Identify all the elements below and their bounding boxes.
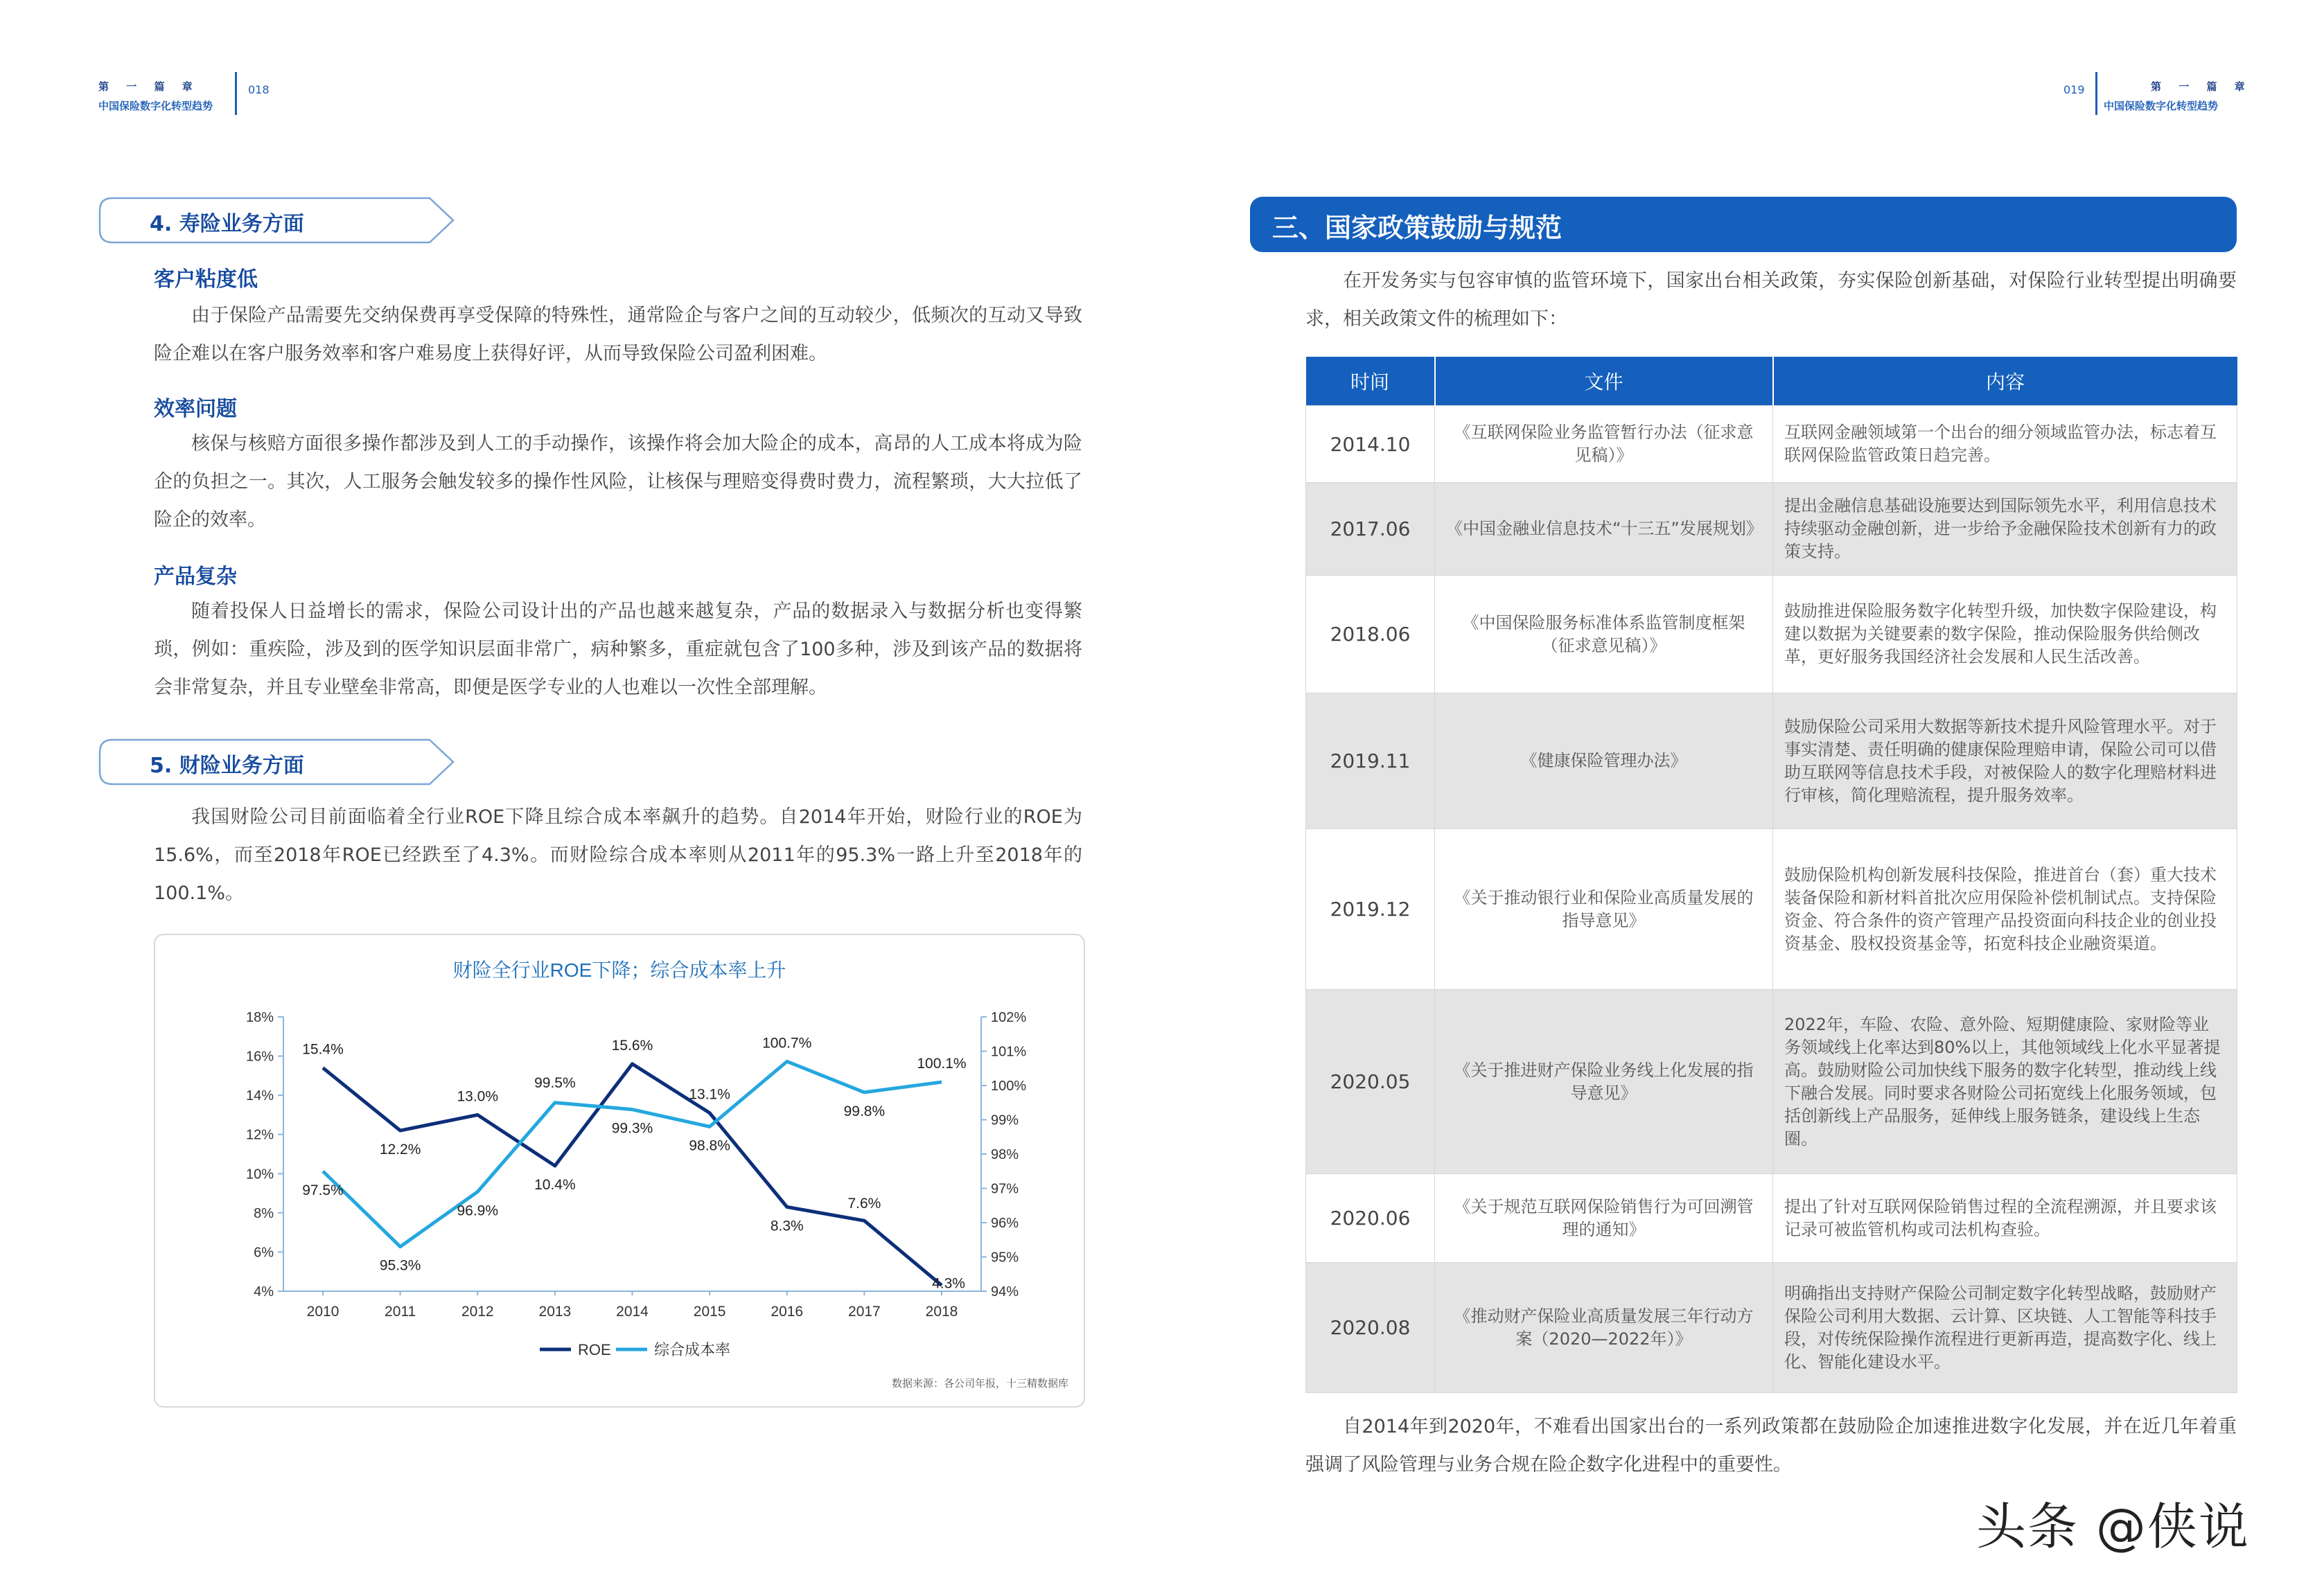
cost-ratio-data-label: 95.3% <box>379 1257 421 1274</box>
cell-document: 《中国金融业信息技术“十三五”发展规划》 <box>1435 483 1773 576</box>
table-row <box>1306 1263 2237 1393</box>
table-row <box>1306 406 2237 483</box>
heading-customer-stickiness: 客户粘度低 <box>154 267 258 292</box>
y-right-tick-label: 101% <box>991 1044 1027 1060</box>
y-left-tick-label: 14% <box>245 1088 274 1104</box>
policy-table <box>1305 357 2237 1393</box>
cell-time: 2020.08 <box>1306 1263 1435 1393</box>
cell-content: 鼓励保险机构创新发展科技保险，推进首台（套）重大技术装备保险和新材料首批次应用保险补偿机制试点。支持保险资金、符合条件的资产管理产品投资面向科技企业的创业投资基金、股权投资基金等，拓宽科技企业融资渠道。 <box>1773 829 2237 990</box>
cell-time: 2019.12 <box>1306 829 1435 990</box>
header-divider-right <box>2095 72 2097 115</box>
y-left-tick-label: 16% <box>245 1049 274 1065</box>
x-tick-label: 2012 <box>461 1304 494 1320</box>
cell-content: 鼓励推进保险服务数字化转型升级，加快数字保险建设，构建以数据为关键要素的数字保险，推动保险服务供给侧改革，更好服务我国经济社会发展和人民生活改善。 <box>1773 576 2237 693</box>
roe-data-label: 12.2% <box>379 1142 421 1158</box>
section-4-heading <box>98 197 456 244</box>
chart-source: 数据来源：各公司年报，十三精数据库 <box>891 1378 1068 1390</box>
cell-document: 《关于推动银行业和保险业高质量发展的指导意见》 <box>1435 829 1773 990</box>
legend-label-cost-ratio: 综合成本率 <box>654 1341 731 1358</box>
watermark: 头条 @侠说 <box>1976 1498 2250 1556</box>
x-tick-label: 2013 <box>538 1304 572 1320</box>
roe-data-label: 10.4% <box>534 1176 576 1193</box>
col-header-time: 时间 <box>1306 357 1435 406</box>
paragraph-property-insurance: 我国财险公司目前面临着全行业ROE下降且综合成本率飙升的趋势。自2014年开始，财险行业的ROE为15.6%，而至2018年ROE已经跌至了4.3%。而财险综合成本率则从2011年的95.3%一路上升至2018年的100.1%。 <box>154 806 1082 904</box>
cell-document: 《中国保险服务标准体系监管制度框架（征求意见稿）》 <box>1435 576 1773 693</box>
y-right-tick-label: 99% <box>991 1112 1019 1128</box>
section-3-title: 三、国家政策鼓励与规范 <box>1272 213 1562 243</box>
chart-frame <box>154 934 1085 1408</box>
header-divider-left <box>235 72 237 115</box>
y-left-tick-label: 6% <box>254 1245 274 1261</box>
chapter-subtitle-left: 中国保险数字化转型趋势 <box>98 100 213 112</box>
cost-ratio-data-label: 100.1% <box>917 1056 967 1072</box>
chart-title: 财险全行业ROE下降；综合成本率上升 <box>452 959 786 981</box>
heading-product-complexity: 产品复杂 <box>154 565 237 589</box>
y-left-tick-label: 4% <box>254 1284 274 1300</box>
table-row <box>1306 576 2237 693</box>
chapter-label-right: 第 一 篇 章 <box>2151 80 2252 93</box>
y-left-tick-label: 10% <box>245 1167 274 1182</box>
y-right-tick-label: 97% <box>991 1181 1019 1197</box>
series-line-roe <box>323 1064 942 1286</box>
roe-cost-ratio-chart <box>155 935 1084 1406</box>
x-tick-label: 2014 <box>616 1304 649 1320</box>
cost-ratio-data-label: 99.8% <box>843 1103 886 1119</box>
cost-ratio-data-label: 98.8% <box>689 1137 730 1154</box>
x-tick-label: 2018 <box>925 1304 958 1320</box>
cost-ratio-data-label: 99.5% <box>534 1074 576 1091</box>
cell-content: 2022年，车险、农险、意外险、短期健康险、家财险等业务领域线上化率达到80%以上，其他领域线上化水平显著提高。鼓励财险公司加快线下服务的数字化转型，推动线上线下融合发展。同时要求各财险公司拓宽线上化服务领域，包括创新线上产品服务，延伸线上服务链条，建设线上生态圈。 <box>1773 990 2237 1174</box>
cell-time: 2014.10 <box>1306 406 1435 483</box>
cell-document: 《关于规范互联网保险销售行为可回溯管理的通知》 <box>1435 1174 1773 1263</box>
heading-efficiency: 效率问题 <box>154 397 237 421</box>
table-row <box>1306 1174 2237 1263</box>
cell-document: 《关于推进财产保险业务线上化发展的指导意见》 <box>1435 990 1773 1174</box>
paragraph-product-complexity: 随着投保人日益增长的需求，保险公司设计出的产品也越来越复杂，产品的数据录入与数据分析也变得繁琐，例如：重疾险，涉及到的医学知识层面非常广，病种繁多，重症就包含了100多种，涉及到该产品的数据将会非常复杂，并且专业壁垒非常高，即便是医学专业的人也难以一次性全部理解。 <box>154 601 1082 698</box>
y-right-tick-label: 96% <box>991 1216 1019 1231</box>
page-number-right: 019 <box>2063 83 2085 96</box>
y-left-tick-label: 18% <box>245 1010 274 1025</box>
policy-conclusion: 自2014年到2020年，不难看出国家出台的一系列政策都在鼓励险企加速推进数字化发展，并在近几年着重强调了风险管理与业务合规在险企数字化进程中的重要性。 <box>1305 1416 2237 1475</box>
section-5-title: 5. 财险业务方面 <box>150 754 304 778</box>
chapter-label-left: 第 一 篇 章 <box>98 80 200 93</box>
cost-ratio-data-label: 99.3% <box>611 1120 653 1137</box>
cell-content: 提出了针对互联网保险销售过程的全流程溯源，并且要求该记录可被监管机构或司法机构查验。 <box>1773 1174 2237 1263</box>
section-3-banner <box>1250 197 2237 252</box>
y-left-tick-label: 12% <box>245 1127 274 1143</box>
y-right-tick-label: 100% <box>991 1079 1027 1094</box>
section-4-title: 4. 寿险业务方面 <box>150 212 304 236</box>
policy-intro: 在开发务实与包容审慎的监管环境下，国家出台相关政策，夯实保险创新基础，对保险行业转型提出明确要求，相关政策文件的梳理如下： <box>1305 270 2237 330</box>
x-tick-label: 2016 <box>771 1304 804 1320</box>
roe-data-label: 13.1% <box>689 1086 730 1103</box>
legend-label-roe: ROE <box>578 1341 611 1358</box>
y-right-tick-label: 95% <box>991 1250 1019 1266</box>
cell-content: 鼓励保险公司采用大数据等新技术提升风险管理水平。对于事实清楚、责任明确的健康保险理赔申请，保险公司可以借助互联网等信息技术手段，对被保险人的数字化理赔材料进行审核，简化理赔流程，提升服务效率。 <box>1773 693 2237 829</box>
paragraph-customer-stickiness: 由于保险产品需要先交纳保费再享受保障的特殊性，通常险企与客户之间的互动较少，低频次的互动又导致险企难以在客户服务效率和客户难易度上获得好评，从而导致保险公司盈利困难。 <box>154 305 1082 364</box>
x-tick-label: 2017 <box>848 1304 881 1320</box>
roe-data-label: 8.3% <box>770 1218 804 1234</box>
section-5-heading <box>98 738 456 786</box>
cell-content: 明确指出支持财产保险公司制定数字化转型战略，鼓励财产保险公司利用大数据、云计算、区块链、人工智能等科技手段，对传统保险操作流程进行更新再造，提高数字化、线上化、智能化建设水平。 <box>1773 1263 2237 1393</box>
cell-time: 2020.06 <box>1306 1174 1435 1263</box>
table-row <box>1306 829 2237 990</box>
y-right-tick-label: 102% <box>991 1010 1027 1025</box>
chapter-subtitle-right: 中国保险数字化转型趋势 <box>2104 100 2219 112</box>
policy-table-header <box>1306 357 2237 406</box>
table-row <box>1306 483 2237 576</box>
roe-data-label: 4.3% <box>932 1275 965 1292</box>
roe-data-label: 15.6% <box>611 1037 653 1054</box>
cell-time: 2019.11 <box>1306 693 1435 829</box>
y-right-tick-label: 94% <box>991 1284 1019 1300</box>
roe-data-label: 7.6% <box>847 1196 881 1212</box>
cell-document: 《健康保险管理办法》 <box>1435 693 1773 829</box>
paragraph-efficiency: 核保与核赔方面很多操作都涉及到人工的手动操作，该操作将会加大险企的成本，高昂的人工成本将成为险企的负担之一。其次，人工服务会触发较多的操作性风险，让核保与理赔变得费时费力，流程繁琐，大大拉低了险企的效率。 <box>154 433 1082 531</box>
cell-content: 互联网金融领域第一个出台的细分领域监管办法，标志着互联网保险监管政策日趋完善。 <box>1773 406 2237 483</box>
cell-document: 《互联网保险业务监管暂行办法（征求意见稿）》 <box>1435 406 1773 483</box>
y-right-tick-label: 98% <box>991 1147 1019 1162</box>
cost-ratio-data-label: 96.9% <box>457 1203 499 1219</box>
x-tick-label: 2011 <box>385 1304 416 1320</box>
table-row <box>1306 990 2237 1174</box>
x-tick-label: 2010 <box>306 1304 340 1320</box>
cell-time: 2017.06 <box>1306 483 1435 576</box>
cell-content: 提出金融信息基础设施要达到国际领先水平，利用信息技术持续驱动金融创新，进一步给予金融保险技术创新有力的政策支持。 <box>1773 483 2237 576</box>
cost-ratio-data-label: 100.7% <box>762 1035 812 1052</box>
roe-data-label: 15.4% <box>302 1041 344 1058</box>
col-header-content: 内容 <box>1773 357 2237 406</box>
x-tick-label: 2015 <box>693 1304 726 1320</box>
table-row <box>1306 693 2237 829</box>
cell-time: 2020.05 <box>1306 990 1435 1174</box>
cost-ratio-data-label: 97.5% <box>302 1182 344 1198</box>
col-header-document: 文件 <box>1435 357 1773 406</box>
cell-time: 2018.06 <box>1306 576 1435 693</box>
y-left-tick-label: 8% <box>254 1205 274 1221</box>
roe-data-label: 13.0% <box>457 1088 499 1105</box>
page-number-left: 018 <box>248 83 270 96</box>
cell-document: 《推动财产保险业高质量发展三年行动方案（2020—2022年）》 <box>1435 1263 1773 1393</box>
